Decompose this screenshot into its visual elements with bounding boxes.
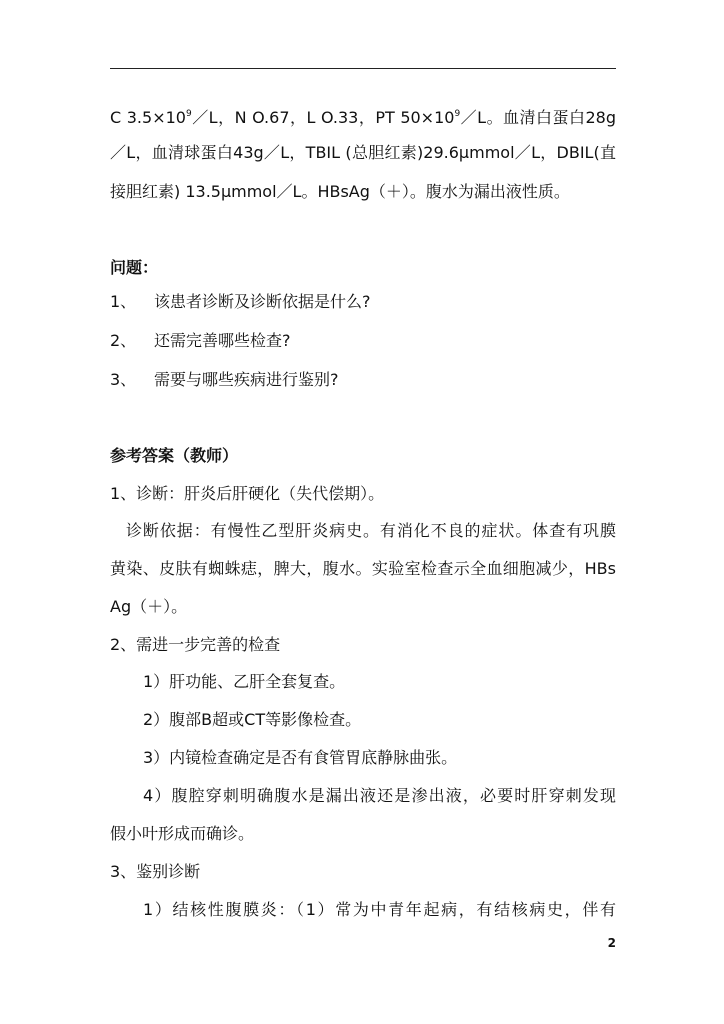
lab-wbc-text: C 3.5×10 — [110, 108, 186, 127]
lab-results-line-2: ／L，血清球蛋白43g／L，TBIL (总胆红素)29.6μmmol／L，DBIL(直 — [110, 143, 616, 162]
exam-item: 2）腹部B超或CT等影像检查。 — [143, 710, 362, 729]
question-text: 该患者诊断及诊断依据是什么? — [154, 292, 371, 311]
questions-heading: 问题： — [110, 258, 159, 277]
lab-suffix-text: ／L。血清白蛋白28g — [460, 108, 617, 127]
answers-heading: 参考答案（教师） — [110, 446, 239, 465]
lab-results-line-3: 接胆红素) 13.5μmmol／L。HBsAg（＋）。腹水为漏出液性质。 — [110, 182, 570, 201]
page-number: 2 — [607, 936, 616, 950]
question-text: 还需完善哪些检查? — [154, 331, 291, 350]
exam-item: 4）腹腔穿刺明确腹水是漏出液还是渗出液，必要时肝穿刺发现 — [143, 786, 616, 805]
question-item — [110, 370, 616, 390]
exponent: 9 — [454, 109, 461, 119]
exam-item-continuation: 假小叶形成而确诊。 — [110, 824, 255, 843]
exam-item: 3）内镜检查确定是否有食管胃底静脉曲张。 — [143, 748, 458, 767]
lab-results-line-1 — [110, 104, 616, 128]
lab-mid-text: ／L，N O.67，L O.33，PT 50×10 — [191, 108, 455, 127]
question-item — [110, 331, 616, 351]
question-text: 需要与哪些疾病进行鉴别? — [154, 370, 339, 389]
question-item — [110, 292, 616, 312]
differential-item: 1）结核性腹膜炎：（1）常为中青年起病，有结核病史，伴有 — [143, 900, 616, 919]
answer-1-title: 1、诊断：肝炎后肝硬化（失代偿期）。 — [110, 484, 385, 503]
answer-2-title: 2、需进一步完善的检查 — [110, 635, 281, 654]
header-rule — [110, 68, 616, 69]
answer-3-title: 3、鉴别诊断 — [110, 862, 201, 881]
diagnosis-basis-line-1: 诊断依据：有慢性乙型肝炎病史。有消化不良的症状。体查有巩膜 — [126, 521, 616, 540]
diagnosis-basis-line-2: 黄染、皮肤有蜘蛛痣，脾大，腹水。实验室检查示全血细胞减少，HBs — [110, 559, 616, 578]
question-number: 3、 — [110, 370, 137, 389]
question-number: 1、 — [110, 292, 137, 311]
question-number: 2、 — [110, 331, 137, 350]
diagnosis-basis-line-3: Ag（＋）。 — [110, 597, 188, 616]
exam-item: 1）肝功能、乙肝全套复查。 — [143, 672, 346, 691]
exponent: 9 — [185, 109, 192, 119]
